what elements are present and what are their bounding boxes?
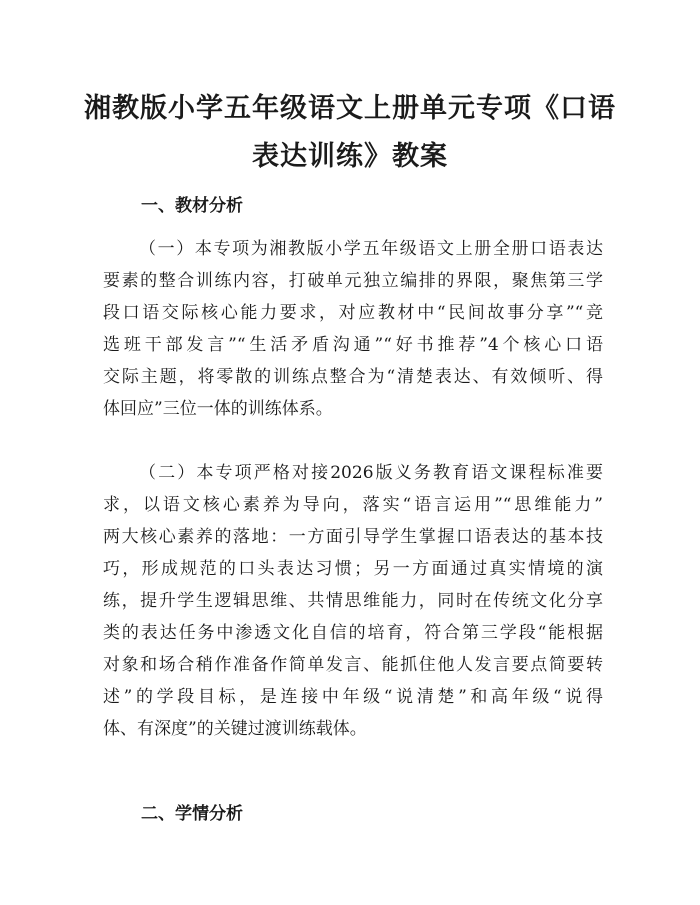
paragraph-2 [103,457,603,745]
paragraph-1-line: 段口语交际核心能力要求，对应教材中“民间故事分享”“竞 [103,303,603,323]
paragraph-2-line: 练，提升学生逻辑思维、共情思维能力，同时在传统文化分享 [103,591,603,611]
paragraph-2-line: 对象和场合稍作准备作简单发言、能抓住他人发言要点简要转 [103,655,603,675]
paragraph-2-line: 述”的学段目标，是连接中年级“说清楚”和高年级“说得 [103,687,603,707]
paragraph-1 [103,233,603,425]
paragraph-2-line: 巧，形成规范的口头表达习惯；另一方面通过真实情境的演 [103,559,603,579]
document-title-line-1: 湘教版小学五年级语文上册单元专项《口语 [84,93,616,124]
paragraph-1-line: 要素的整合训练内容，打破单元独立编排的界限，聚焦第三学 [103,271,603,291]
paragraph-1-line: 体回应”三位一体的训练体系。 [103,399,333,419]
paragraph-2-line: （二）本专项严格对接2026版义务教育语文课程标准要 [139,463,603,483]
paragraph-2-line: 类的表达任务中渗透文化自信的培育，符合第三学段“能根据 [103,623,603,643]
document-title-line-2: 表达训练》教案 [252,141,448,172]
section-heading-teaching-material-analysis: 一、教材分析 [141,196,243,216]
paragraph-1-line: （一）本专项为湘教版小学五年级语文上册全册口语表达 [139,239,603,259]
section-heading-learner-analysis: 二、学情分析 [141,804,243,824]
paragraph-2-line: 求，以语文核心素养为导向，落实“语言运用”“思维能力” [103,495,603,515]
paragraph-1-line: 交际主题，将零散的训练点整合为“清楚表达、有效倾听、得 [103,367,603,387]
paragraph-2-line: 体、有深度”的关键过渡训练载体。 [103,719,367,739]
paragraph-1-line: 选班干部发言”“生活矛盾沟通”“好书推荐”4个核心口语 [103,335,603,355]
paragraph-2-line: 两大核心素养的落地：一方面引导学生掌握口语表达的基本技 [103,527,603,547]
